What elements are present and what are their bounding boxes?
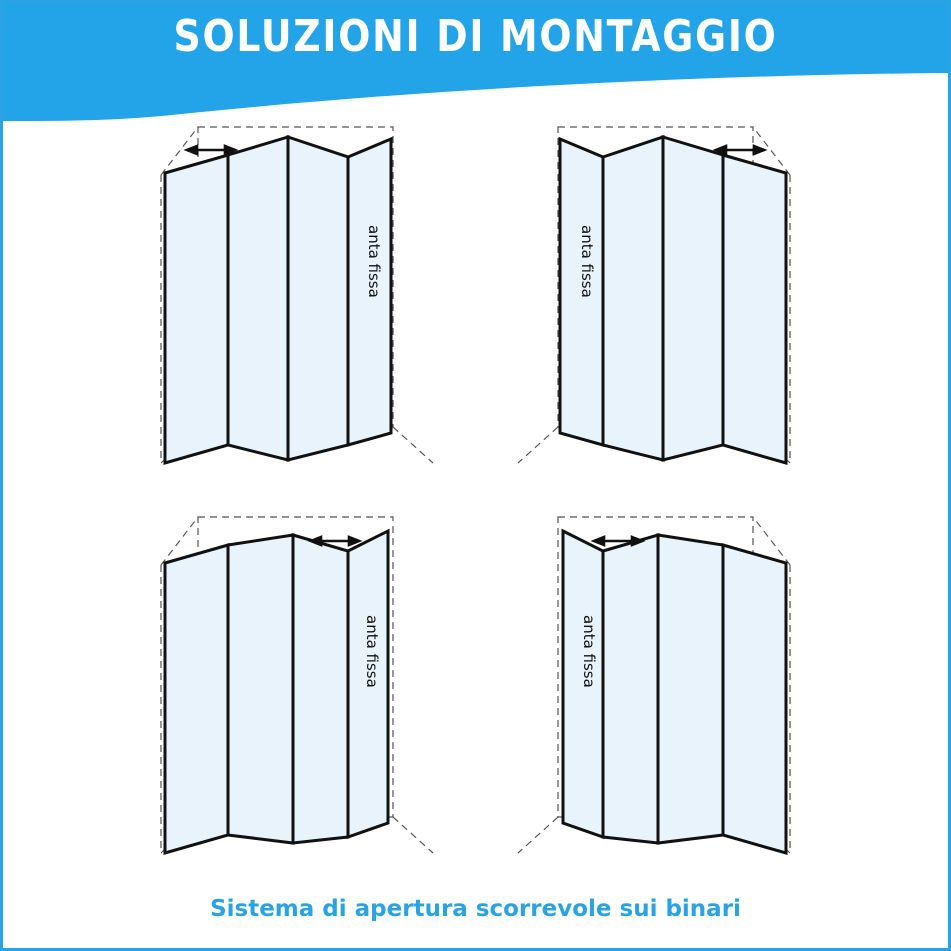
glass-panels — [560, 137, 786, 463]
sliding-direction-arrow — [311, 537, 359, 545]
diagram-top-left — [143, 115, 453, 505]
diagram-bottom-right — [498, 505, 808, 895]
fixed-panel-label: anta fissa — [363, 615, 381, 688]
diagram-bottom-left — [143, 505, 453, 895]
sliding-direction-arrow — [594, 537, 642, 545]
page-title: SOLUZIONI DI MONTAGGIO — [173, 11, 778, 62]
header-banner — [3, 3, 948, 121]
diagram-grid — [3, 115, 951, 875]
shower-enclosure-drawing — [498, 505, 808, 895]
fixed-panel-label: anta fissa — [580, 615, 598, 688]
glass-panels — [165, 137, 391, 463]
shower-enclosure-drawing — [143, 505, 453, 895]
glass-panels — [563, 531, 786, 853]
shower-enclosure-drawing — [498, 115, 808, 505]
glass-panels — [165, 531, 388, 853]
fixed-panel-label: anta fissa — [365, 225, 383, 298]
footer-caption: Sistema di apertura scorrevole sui binari — [210, 896, 741, 922]
diagram-top-right — [498, 115, 808, 505]
sliding-direction-arrow — [716, 146, 764, 154]
shower-enclosure-drawing — [143, 115, 453, 505]
sliding-direction-arrow — [187, 146, 235, 154]
fixed-panel-label: anta fissa — [578, 225, 596, 298]
